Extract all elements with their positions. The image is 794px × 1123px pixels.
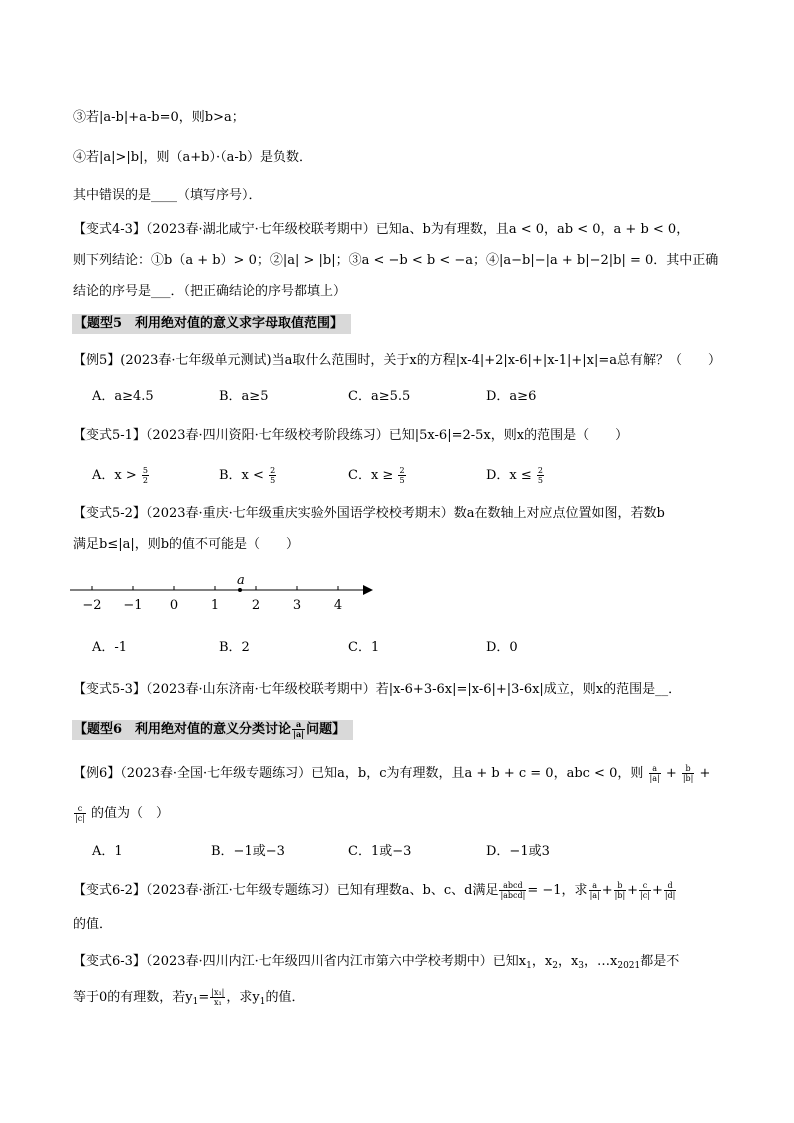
option-b: B．−1或−3 bbox=[211, 844, 285, 859]
fraction-c: $\frac{c}{|c|}$ bbox=[75, 804, 85, 823]
fraction-a: $\frac{a}{|a|}$ bbox=[589, 881, 600, 900]
option-a: A．a≥4.5 bbox=[92, 389, 154, 404]
tick-label: 0 bbox=[169, 598, 179, 613]
plus-sign: + bbox=[601, 883, 613, 898]
option-c: C．1或−3 bbox=[348, 844, 412, 859]
plus-sign: + bbox=[627, 883, 639, 898]
tick-label: −1 bbox=[123, 598, 143, 613]
heading-text-pre: 【题型6 利用绝对值的意义分类讨论 bbox=[74, 722, 292, 737]
example-6-line1 bbox=[73, 764, 710, 784]
heading-text-post: 问题】 bbox=[306, 722, 346, 737]
plus-sign: + bbox=[699, 766, 711, 781]
point-a bbox=[238, 588, 242, 592]
tick-label: 3 bbox=[292, 598, 302, 613]
option-label: D．x ≤ bbox=[486, 468, 532, 483]
variant-6-2-line1 bbox=[73, 881, 677, 901]
example-6-line2 bbox=[73, 804, 169, 824]
tick-label: −2 bbox=[82, 598, 102, 613]
fraction: $\frac{a}{|a|}$ bbox=[293, 719, 305, 739]
option-a: A．1 bbox=[92, 844, 123, 859]
section-heading-5: 【题型5 利用绝对值的意义求字母取值范围】 bbox=[72, 314, 351, 334]
variant-4-3-line3: 结论的序号是___．（把正确结论的序号都填上） bbox=[73, 284, 347, 299]
variant-6-3-line2: 等于0的有理数，若$y_1=$ $\frac{\text{|x₁|}}{\text{x₁}}$ ，求$y_1$的值． bbox=[73, 988, 305, 1007]
variant-6-3-text: 的值． bbox=[265, 990, 305, 1005]
option-d: D．a≥6 bbox=[486, 389, 537, 404]
variant-6-3-text: 都是不 bbox=[640, 954, 680, 969]
variant-4-3-line2: 则下列结论：①b（a + b）> 0；②|a| > |b|；③a < −b < b < −a；④|a−b|−|a + b|−2|b| = 0．其中正确 bbox=[73, 253, 719, 268]
variant-4-3-line1: 【变式4-3】（2023春·湖北咸宁·七年级校联考期中）已知a、b为有理数，且a < 0，ab < 0，a + b < 0， bbox=[73, 222, 690, 237]
blank-question: 其中错误的是____（填写序号）． bbox=[73, 188, 262, 203]
fraction-b: $\frac{b}{|b|}$ bbox=[682, 764, 694, 783]
fraction: $\frac{2}{5}$ bbox=[537, 466, 544, 485]
option-c bbox=[348, 466, 407, 486]
fraction-b: $\frac{b}{|b|}$ bbox=[614, 881, 626, 900]
variant-6-2-line2: 的值． bbox=[73, 917, 113, 932]
plus-sign: + bbox=[665, 766, 677, 781]
item-3: ③若|a-b|+a-b=0，则b>a； bbox=[73, 110, 245, 125]
variant-6-3-text: 【变式6-3】（2023春·四川内江·七年级四川省内江市第六中学校考期中）已知x bbox=[73, 954, 527, 969]
number-line bbox=[65, 572, 385, 622]
tick-label: 4 bbox=[333, 598, 343, 613]
option-b: B．2 bbox=[219, 640, 250, 655]
variant-5-3: 【变式5-3】（2023春·山东济南·七年级校联考期中）若|x-6+3-6x|=|x-6|+|3-6x|成立，则x的范围是__． bbox=[73, 682, 682, 697]
fraction-a: $\frac{a}{|a|}$ bbox=[649, 764, 660, 783]
option-label: C．x ≥ bbox=[348, 468, 394, 483]
option-a: A．-1 bbox=[92, 640, 128, 655]
option-d: D．0 bbox=[486, 640, 518, 655]
fraction-abcd: $\frac{\text{abcd}}{\text{|abcd|}}$ bbox=[500, 881, 526, 900]
point-a-label: a bbox=[237, 573, 245, 588]
variant-5-2-line2: 满足b≤|a|，则b的值不可能是（ ） bbox=[73, 537, 300, 552]
variant-6-3-line1: 【变式6-3】（2023春·四川内江·七年级四川省内江市第六中学校考期中）已知$x_1$，$x_2$，$x_3$，$\dots x_{2021}$都是不 bbox=[73, 954, 680, 971]
variant-5-2-line1: 【变式5-2】（2023春·重庆·七年级重庆实验外国语学校校考期末）数a在数轴上对应点位置如图，若数b bbox=[73, 506, 665, 521]
variant-6-3-text: 等于0的有理数，若y bbox=[73, 990, 193, 1005]
item-4: ④若|a|>|b|，则（a+b）·（a-b）是负数． bbox=[73, 150, 313, 165]
example-6-text: 的值为（ ） bbox=[91, 806, 170, 821]
fraction: $\frac{5}{2}$ bbox=[142, 466, 148, 485]
option-label: A．x > bbox=[92, 468, 137, 483]
fraction-x1: $\frac{\text{|x₁|}}{\text{x₁}}$ bbox=[211, 988, 225, 1007]
variant-6-2-text: 【变式6-2】（2023春·浙江·七年级专题练习）已知有理数a、b、c、d满足 bbox=[73, 883, 499, 898]
option-d: D．−1或3 bbox=[486, 844, 550, 859]
fraction: $\frac{2}{5}$ bbox=[399, 466, 405, 485]
option-a bbox=[92, 466, 150, 486]
option-d bbox=[486, 466, 545, 486]
example-6-text: 【例6】（2023春·全国·七年级专题练习）已知a，b，c为有理数，且a + b + c = 0，abc < 0，则 bbox=[73, 766, 644, 781]
fraction-d: $\frac{d}{|d|}$ bbox=[664, 881, 676, 900]
option-label: B．x < bbox=[219, 468, 264, 483]
tick-label: 2 bbox=[251, 598, 261, 613]
example-5: 【例5】(2023春·七年级单元测试)当a取什么范围时，关于x的方程|x-4|+2|x-6|+|x-1|+|x|=a总有解？（ ） bbox=[73, 353, 721, 368]
tick-label: 1 bbox=[210, 598, 220, 613]
arrow-head-icon bbox=[363, 585, 373, 595]
option-b bbox=[219, 466, 277, 486]
option-c: C．1 bbox=[348, 640, 380, 655]
section-heading-6 bbox=[72, 720, 353, 740]
option-c: C．a≥5.5 bbox=[348, 389, 411, 404]
fraction: $\frac{2}{5}$ bbox=[270, 466, 276, 485]
variant-5-1: 【变式5-1】（2023春·四川资阳·七年级校考阶段练习）已知|5x-6|=2-5x，则x的范围是（ ） bbox=[73, 428, 629, 443]
variant-6-2-text: = −1，求 bbox=[527, 883, 588, 898]
fraction-c: $\frac{c}{|c|}$ bbox=[640, 881, 650, 900]
option-b: B．a≥5 bbox=[219, 389, 269, 404]
plus-sign: + bbox=[651, 883, 663, 898]
